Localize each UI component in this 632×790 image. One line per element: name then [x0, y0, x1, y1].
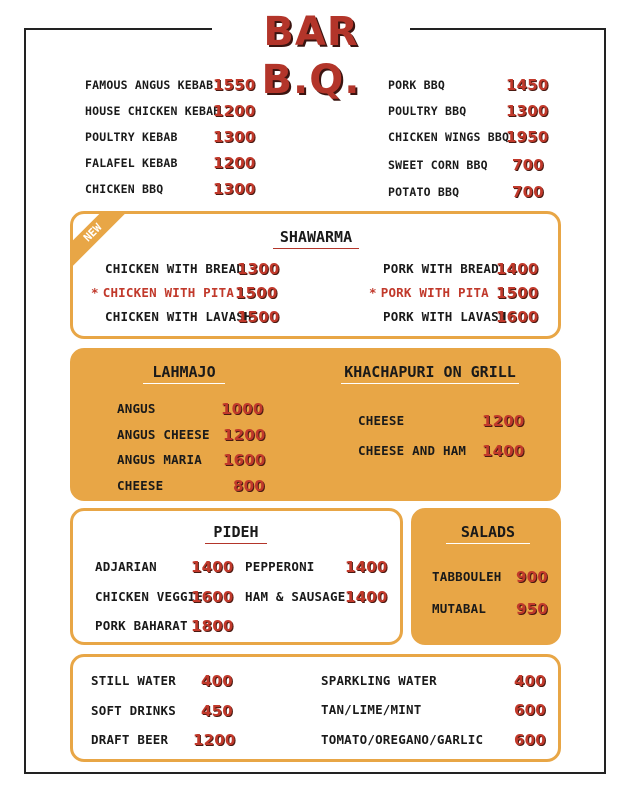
item-price: 1500 — [237, 307, 280, 326]
menu-item — [95, 587, 234, 606]
menu-item — [117, 476, 265, 495]
menu-item — [388, 183, 544, 201]
item-name: ANGUS — [117, 401, 156, 416]
menu-item — [95, 557, 234, 576]
item-price: 1300 — [213, 180, 256, 198]
item-name: POULTRY KEBAB — [85, 130, 178, 144]
menu-item — [85, 128, 256, 146]
menu-title: BAR B.Q. — [212, 8, 410, 56]
item-price: 900 — [516, 567, 548, 586]
item-name: ANGUS CHEESE — [117, 427, 210, 442]
item-name: PORK BBQ — [388, 78, 445, 92]
menu-item — [321, 700, 546, 719]
menu-item — [117, 450, 266, 469]
item-price: 1300 — [213, 128, 256, 146]
item-price: 1200 — [213, 102, 256, 120]
item-name: CHICKEN WITH LAVASH — [105, 309, 252, 324]
item-name: HOUSE CHICKEN KEBAB — [85, 104, 221, 118]
item-price: 1800 — [191, 616, 234, 635]
item-price: 1550 — [213, 76, 256, 94]
item-name: POTATO BBQ — [388, 185, 460, 199]
section-title: SHAWARMA — [273, 228, 359, 249]
item-price: 1450 — [506, 76, 549, 94]
item-price: 1950 — [506, 128, 549, 146]
menu-item — [85, 76, 256, 94]
item-name: CHICKEN WITH PITA — [102, 285, 235, 300]
star-marker: * — [369, 285, 377, 300]
menu-item — [105, 307, 280, 326]
new-badge: NEW — [70, 211, 130, 271]
item-price: 1200 — [482, 411, 525, 430]
item-name: SWEET CORN BBQ — [388, 158, 488, 172]
item-name: TABBOULEH — [432, 569, 502, 584]
item-name: CHICKEN BBQ — [85, 182, 164, 196]
menu-item — [85, 180, 256, 198]
item-name: MUTABAL — [432, 601, 487, 616]
menu-item — [388, 156, 544, 174]
menu-item — [432, 599, 548, 618]
item-price: 700 — [512, 183, 544, 201]
item-name: CHICKEN WITH BREAD — [105, 261, 245, 276]
item-price: 1200 — [213, 154, 256, 172]
menu-item — [245, 557, 388, 576]
menu-item — [105, 259, 280, 278]
shawarma-section — [70, 211, 561, 339]
item-name: PORK BAHARAT — [95, 618, 188, 633]
item-name: SOFT DRINKS — [91, 703, 176, 718]
section-title: KHACHAPURI ON GRILL — [341, 363, 519, 384]
item-price: 1300 — [506, 102, 549, 120]
item-name: CHEESE AND HAM — [358, 443, 467, 458]
item-name: STILL WATER — [91, 673, 176, 688]
menu-item — [358, 411, 525, 430]
item-price: 1600 — [191, 587, 234, 606]
menu-item — [388, 128, 549, 146]
menu-item — [245, 587, 388, 606]
item-price: 450 — [201, 701, 233, 720]
item-price: 1400 — [482, 441, 525, 460]
menu-item — [117, 399, 264, 418]
menu-item — [383, 259, 539, 278]
item-name: TOMATO/OREGANO/GARLIC — [321, 732, 484, 747]
section-title: SALADS — [446, 523, 530, 544]
item-name: ADJARIAN — [95, 559, 157, 574]
menu-item — [321, 671, 546, 690]
item-price: 400 — [201, 671, 233, 690]
menu-item — [95, 616, 234, 635]
menu-item — [432, 567, 548, 586]
item-price: 1400 — [345, 557, 388, 576]
item-price: 800 — [233, 476, 265, 495]
menu-item — [91, 283, 278, 302]
item-name: CHICKEN WINGS BBQ — [388, 130, 510, 144]
menu-item — [85, 102, 256, 120]
lahmajo-khachapuri-section — [70, 348, 561, 501]
pideh-section — [70, 508, 403, 645]
item-price: 600 — [514, 730, 546, 749]
item-name: TAN/LIME/MINT — [321, 702, 422, 717]
item-name: PORK WITH BREAD — [383, 261, 499, 276]
item-price: 1200 — [193, 730, 236, 749]
item-price: 950 — [516, 599, 548, 618]
item-price: 600 — [514, 700, 546, 719]
item-name: SPARKLING WATER — [321, 673, 437, 688]
menu-item — [358, 441, 525, 460]
item-price: 700 — [512, 156, 544, 174]
menu-item — [91, 671, 233, 690]
menu-item — [91, 730, 236, 749]
item-price: 1000 — [221, 399, 264, 418]
item-price: 1500 — [235, 283, 278, 302]
menu-item — [383, 307, 539, 326]
menu-item — [85, 154, 256, 172]
menu-item — [369, 283, 539, 302]
item-name: DRAFT BEER — [91, 732, 169, 747]
item-price: 400 — [514, 671, 546, 690]
item-name: CHEESE — [358, 413, 405, 428]
item-name: FALAFEL KEBAB — [85, 156, 178, 170]
item-price: 1200 — [223, 425, 266, 444]
menu-item — [388, 102, 549, 120]
item-name: PORK WITH PITA — [380, 285, 489, 300]
menu-item — [117, 425, 266, 444]
item-price: 1600 — [496, 307, 539, 326]
item-price: 1400 — [345, 587, 388, 606]
star-marker: * — [91, 285, 99, 300]
item-price: 1400 — [496, 259, 539, 278]
section-title: PIDEH — [205, 523, 267, 544]
salads-section — [411, 508, 561, 645]
drinks-section — [70, 654, 561, 762]
menu-item — [388, 76, 549, 94]
item-name: PORK WITH LAVASH — [383, 309, 507, 324]
menu-item — [91, 701, 233, 720]
item-price: 1400 — [191, 557, 234, 576]
item-name: ANGUS MARIA — [117, 452, 202, 467]
item-price: 1500 — [496, 283, 539, 302]
item-name: HAM & SAUSAGE — [245, 589, 346, 604]
item-price: 1300 — [237, 259, 280, 278]
item-name: FAMOUS ANGUS KEBAB — [85, 78, 214, 92]
item-name: CHICKEN VEGGIE — [95, 589, 204, 604]
section-title: LAHMAJO — [143, 363, 225, 384]
item-name: PEPPERONI — [245, 559, 315, 574]
item-price: 1600 — [223, 450, 266, 469]
menu-item — [321, 730, 546, 749]
item-name: CHEESE — [117, 478, 164, 493]
item-name: POULTRY BBQ — [388, 104, 467, 118]
